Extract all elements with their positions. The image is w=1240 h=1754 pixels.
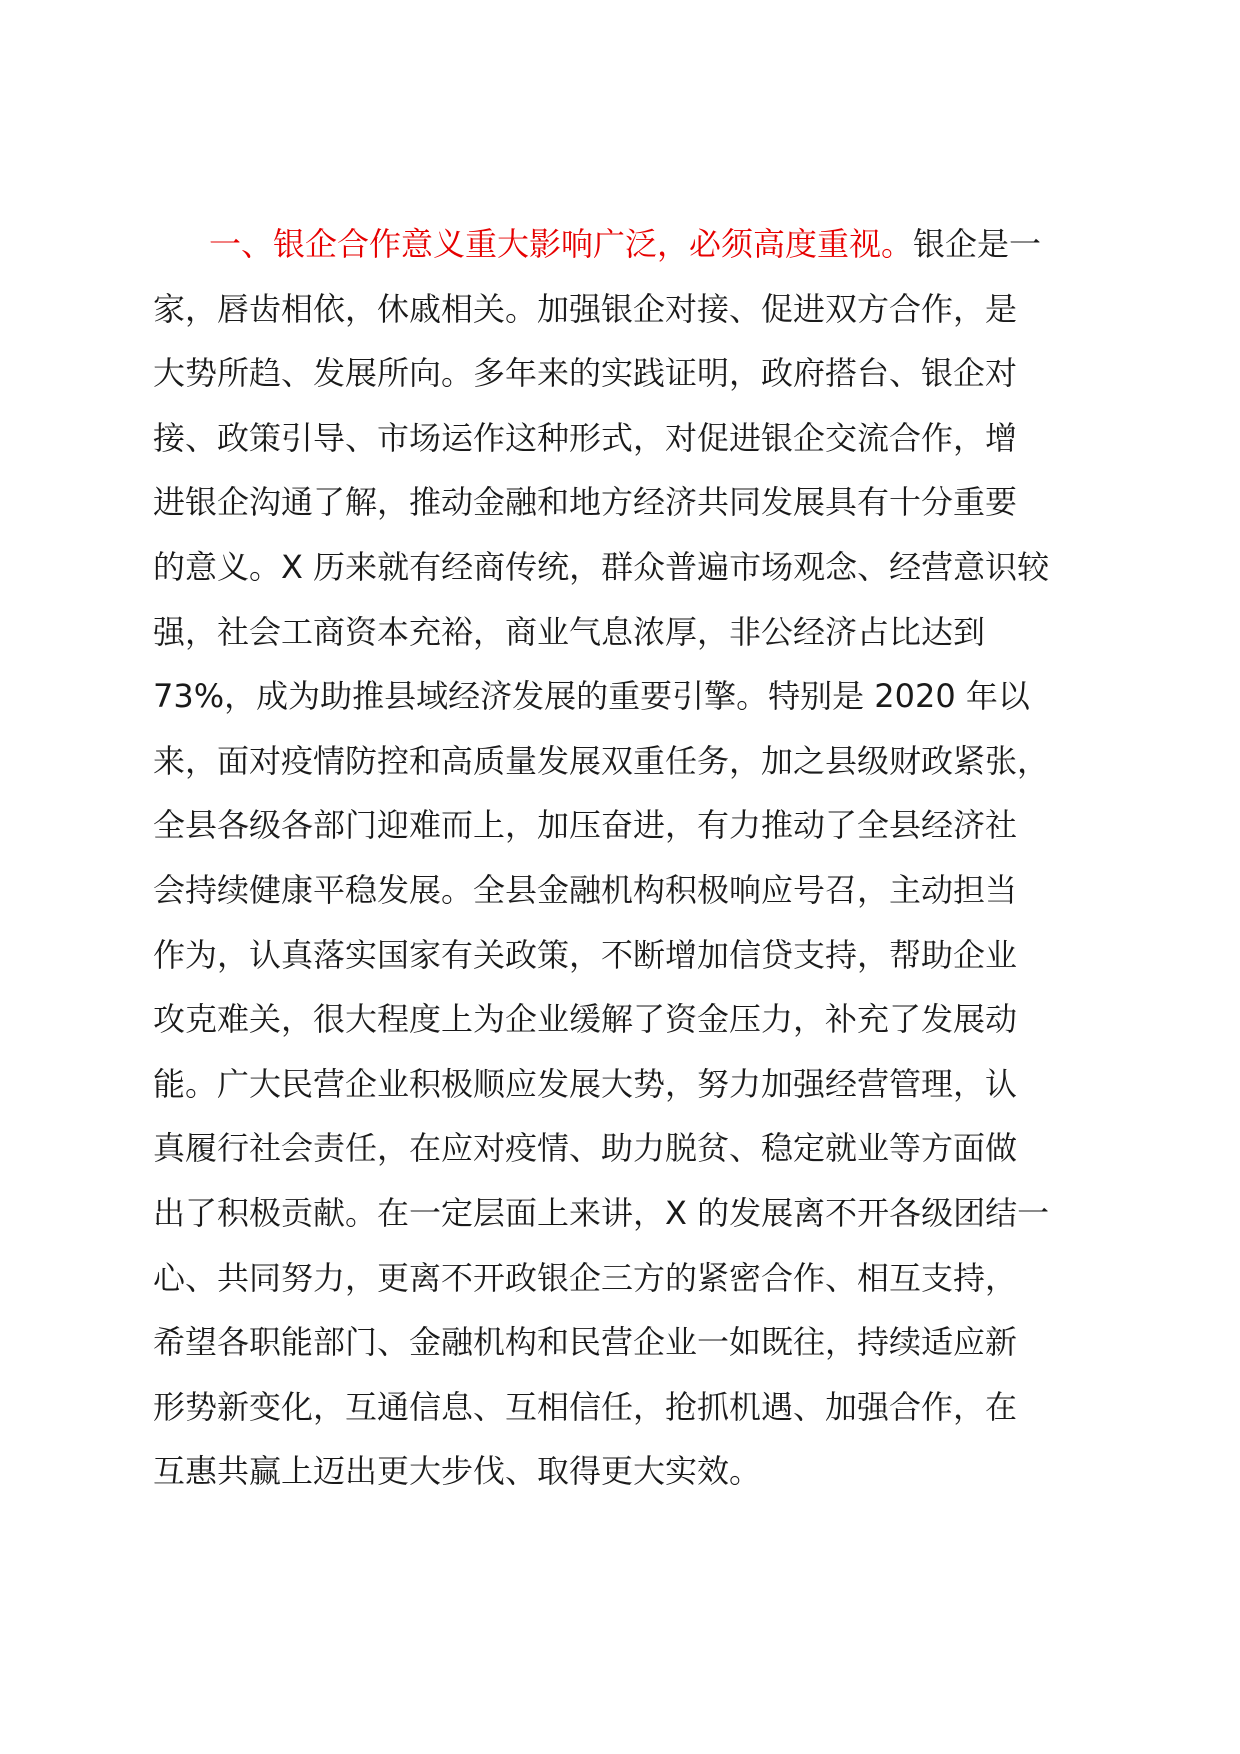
paragraph-line: 能。广大民营企业积极顺应发展大势，努力加强经营管理，认 (153, 1064, 1018, 1103)
paragraph-line: 攻克难关，很大程度上为企业缓解了资金压力，补充了发展动 (153, 1000, 1018, 1039)
section-heading: 一、银企合作意义重大影响广泛，必须高度重视。 (209, 225, 914, 263)
paragraph-line: 强，社会工商资本充裕，商业气息浓厚，非公经济占比达到 (153, 612, 986, 651)
paragraph-first-line (153, 212, 1093, 277)
paragraph-line: 真履行社会责任，在应对疫情、助力脱贫、稳定就业等方面做 (153, 1129, 1018, 1168)
paragraph-line: 会持续健康平稳发展。全县金融机构积极响应号召，主动担当 (153, 870, 1018, 909)
paragraph-line: 接、政策引导、市场运作这种形式，对促进银企交流合作，增 (153, 418, 1018, 457)
paragraph-line: 全县各级各部门迎难而上，加压奋进，有力推动了全县经济社 (153, 806, 1018, 845)
paragraph-line: 进银企沟通了解，推动金融和地方经济共同发展具有十分重要 (153, 483, 1018, 522)
paragraph-line: 的意义。X 历来就有经商传统，群众普遍市场观念、经营意识较 (153, 547, 1050, 586)
paragraph-line: 作为，认真落实国家有关政策，不断增加信贷支持，帮助企业 (153, 935, 1018, 974)
paragraph-line: 希望各职能部门、金融机构和民营企业一如既往，持续适应新 (153, 1323, 1018, 1362)
body-paragraph (153, 212, 1093, 1504)
paragraph-line: 家，唇齿相依，休戚相关。加强银企对接、促进双方合作，是 (153, 289, 1018, 328)
paragraph-line: 73%，成为助推县域经济发展的重要引擎。特别是 2020 年以 (153, 677, 1030, 716)
paragraph-line: 出了积极贡献。在一定层面上来讲，X 的发展离不开各级团结一 (153, 1193, 1050, 1232)
paragraph-line: 互惠共赢上迈出更大步伐、取得更大实效。 (153, 1452, 762, 1491)
paragraph-line: 形势新变化，互通信息、互相信任，抢抓机遇、加强合作，在 (153, 1387, 1018, 1426)
paragraph-line: 来，面对疫情防控和高质量发展双重任务，加之县级财政紧张， (153, 741, 1050, 780)
paragraph-line: 心、共同努力，更离不开政银企三方的紧密合作、相互支持， (153, 1258, 1018, 1297)
paragraph-line-1-rest: 银企是一 (913, 225, 1042, 263)
paragraph-line: 大势所趋、发展所向。多年来的实践证明，政府搭台、银企对 (153, 354, 1018, 393)
